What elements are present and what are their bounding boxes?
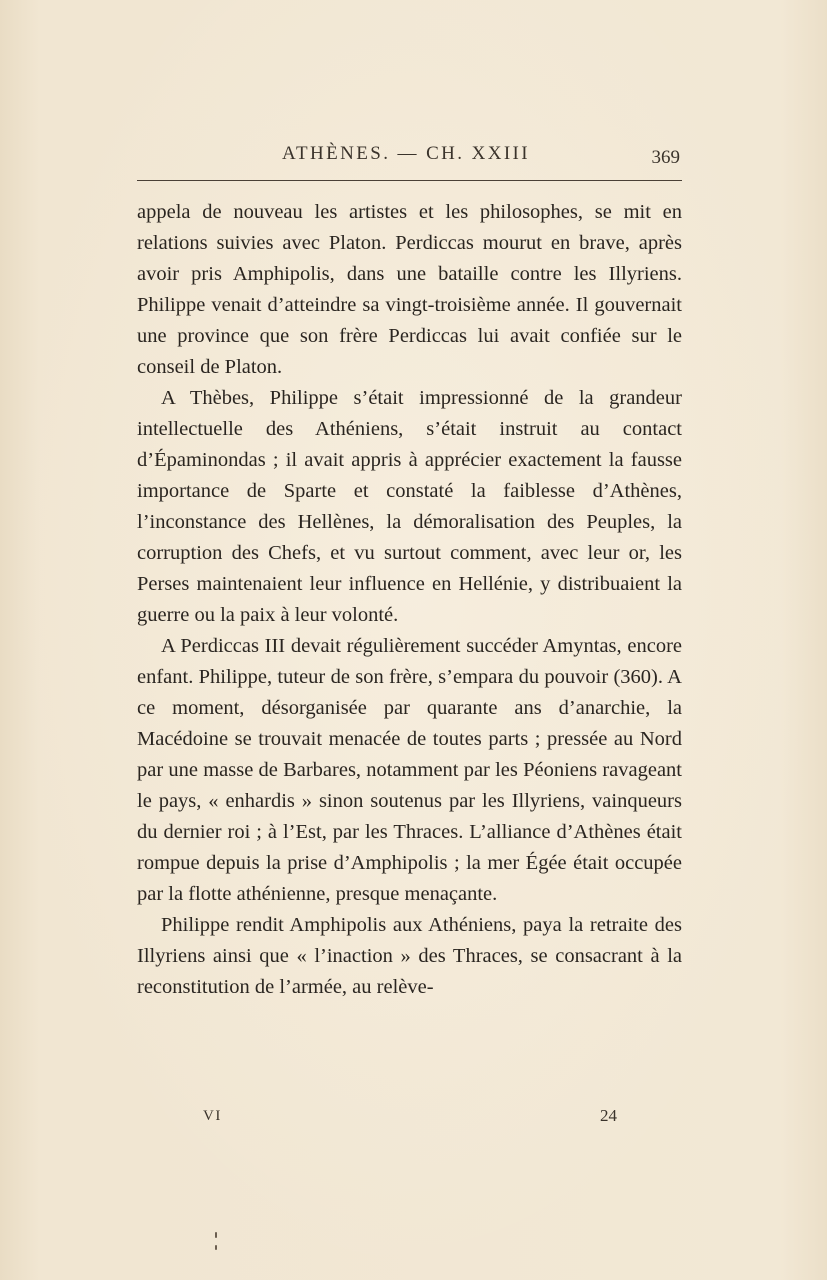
paper-speck (215, 1232, 217, 1238)
paragraph: appela de nouveau les artistes et les philosophes, se mit en relations suivies avec Platon. Perdiccas mourut en brave, après avoir pris Amphipolis, dans une bataille contre les Illyriens. Philippe venait d’atteindre sa vingt-troisième année. Il gouvernait une province que son frère Perdiccas lui avait confiée sur le conseil de Platon. (137, 201, 682, 378)
paragraph: Philippe rendit Amphipolis aux Athéniens, paya la retraite des Illyriens ainsi que « l’inaction » des Thraces, se consacrant à la reconstitution de l’armée, au relève- (137, 914, 682, 998)
header-rule (137, 180, 682, 181)
paragraph: A Thèbes, Philippe s’était impressionné de la grandeur intellectuelle des Athéniens, s’était instruit au contact d’Épaminondas ; il avait appris à apprécier exactement la fausse importance de Sparte et constaté la faiblesse d’Athènes, l’inconstance des Hellènes, la démoralisation des Peuples, la corruption des Chefs, et vu surtout comment, avec leur or, les Perses maintenaient leur influence en Hellénie, y distribuaient la guerre ou la paix à leur volonté. (137, 387, 682, 626)
running-title: ATHÈNES. — CH. XXIII (282, 143, 531, 164)
page-number: 369 (651, 147, 680, 168)
signature-volume: VI (203, 1108, 222, 1124)
running-header (137, 143, 682, 173)
body-text (137, 197, 682, 1003)
signature-gathering: 24 (600, 1106, 617, 1125)
page-footer (137, 1104, 682, 1134)
paper-speck (215, 1245, 217, 1250)
paragraph: A Perdiccas III devait régulièrement succéder Amyntas, encore enfant. Philippe, tuteur de son frère, s’empara du pouvoir (360). A ce moment, désorganisée par quarante ans d’anarchie, la Macédoine se trouvait menacée de toutes parts ; pressée au Nord par une masse de Barbares, notamment par les Péoniens ravageant le pays, « enhardis » sinon soutenus par les Illyriens, vainqueurs du dernier roi ; à l’Est, par les Thraces. L’alliance d’Athènes était rompue depuis la prise d’Amphipolis ; la mer Égée était occupée par la flotte athénienne, presque menaçante. (137, 635, 682, 905)
